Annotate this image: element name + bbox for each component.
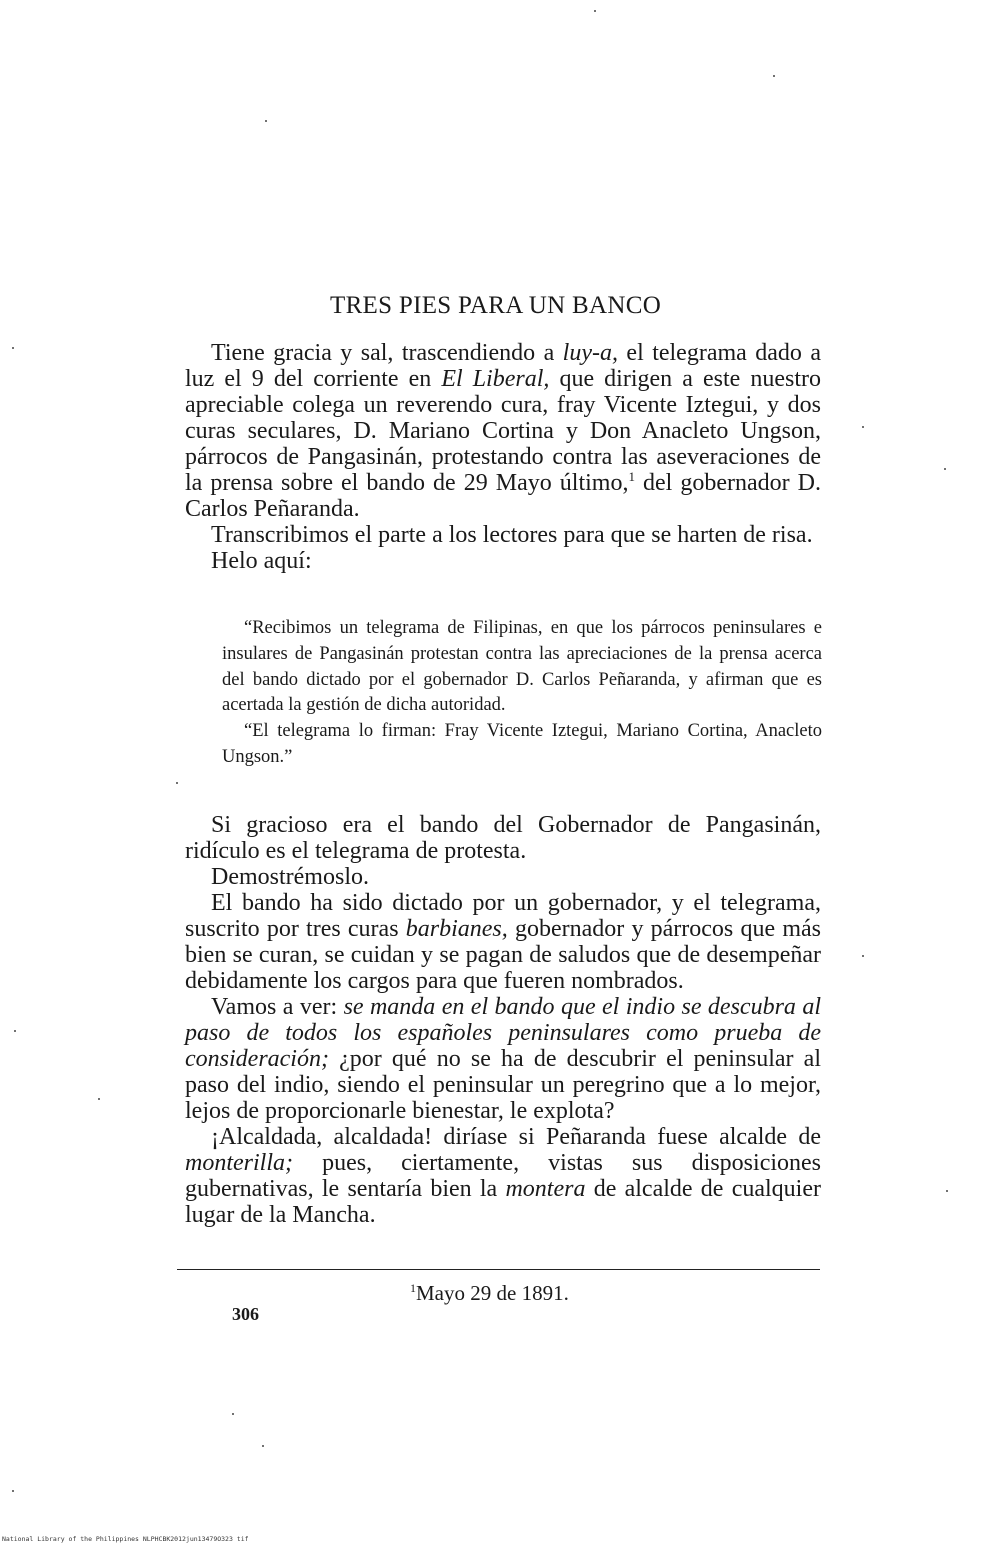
scan-speck	[14, 1030, 16, 1032]
footnote	[410, 1281, 569, 1306]
text-run: gobernador y párrocos que más bien se curan, se cuidan y se pagan de saludos que de desempeñar debidamente los cargos para que fueren nombrados.	[185, 916, 821, 994]
italic-run: se manda en el bando que el indio se descubra al paso de todos los españoles peninsulares como prueba de consideración;	[185, 994, 822, 1072]
text-run: pues, ciertamente, vistas sus disposiciones gubernativas, le sentaría bien la	[185, 1150, 821, 1202]
paragraph-6	[185, 890, 821, 994]
scan-speck	[944, 468, 946, 470]
scan-speck	[176, 782, 178, 784]
text-run: El bando ha sido dictado por un gobernador, y el telegrama, suscrito por tres curas	[185, 890, 821, 942]
scan-speck	[12, 1490, 14, 1492]
italic-run: luy-a,	[562, 340, 618, 366]
chapter-title: TRES PIES PARA UN BANCO	[330, 292, 662, 319]
text-run: Tiene gracia y sal, trascendiendo a	[211, 340, 563, 366]
italic-run: montera	[505, 1176, 586, 1202]
footnote-mark: 1	[410, 1281, 416, 1295]
quote-paragraph-1: “Recibimos un telegrama de Filipinas, en que los párrocos peninsulares e insulares de Pangasinán protestan contra las apreciaciones de la prensa acerca del bando dictado por el gobernador D. Carlos Peñaranda, y afirman que es acertada la gestión de dicha autoridad.	[222, 618, 822, 716]
footnote-reference: 1	[628, 469, 635, 484]
scan-speck	[12, 347, 14, 349]
paragraph-2: Transcribimos el parte a los lectores para que se harten de risa.	[211, 522, 813, 548]
quote-paragraph-2: “El telegrama lo firman: Fray Vicente Iztegui, Mariano Cortina, Anacleto Ungson.”	[222, 721, 822, 767]
scan-speck	[773, 75, 775, 77]
italic-run: barbianes,	[405, 916, 508, 942]
scan-speck	[594, 10, 596, 12]
argument-section	[185, 812, 821, 1228]
scan-speck	[862, 426, 864, 428]
scan-speck	[98, 1098, 100, 1100]
scan-speck	[262, 1445, 264, 1447]
telegram-quote	[222, 616, 822, 771]
text-run: ¿por qué no se ha de descubrir el peninsular al paso del indio, siendo el peninsular un peregrino que a lo mejor, lejos de proporcionarle bienestar, le explota?	[185, 1046, 821, 1124]
paragraph-4: Si gracioso era el bando del Gobernador de Pangasinán, ridículo es el telegrama de protesta.	[185, 812, 821, 864]
scan-speck	[232, 1413, 234, 1415]
paragraph-7	[185, 994, 821, 1124]
text-run: el telegrama dado a luz el 9 del corriente en	[185, 340, 821, 392]
paragraph-8	[185, 1124, 821, 1228]
scan-speck	[862, 955, 864, 957]
italic-run: monterilla;	[185, 1150, 293, 1176]
paragraph-3: Helo aquí:	[211, 548, 312, 574]
footnote-text: Mayo 29 de 1891.	[416, 1281, 569, 1305]
text-run: ¡Alcaldada, alcaldada! diríase si Peñaranda fuese alcalde de	[211, 1124, 821, 1150]
scan-credit: National Library of the Philippines NLPHCBK2012jun13479O323 tif	[2, 1535, 249, 1543]
opening-section	[185, 340, 821, 574]
paragraph-5: Demostrémoslo.	[211, 864, 369, 890]
text-run: Vamos a ver:	[211, 994, 344, 1020]
scan-speck	[946, 1190, 948, 1192]
page-number: 306	[232, 1304, 259, 1324]
paragraph-1	[185, 340, 821, 522]
scan-speck	[265, 120, 267, 122]
italic-run: El Liberal,	[441, 366, 550, 392]
text-run: que dirigen a este nuestro apreciable colega un reverendo cura, fray Vicente Iztegui, y dos curas seculares, D. Mariano Cortina y Don Anacleto Ungson, párrocos de Pangasinán, protestando contra las aseveraciones de la prensa sobre el bando de 29 Mayo último,	[185, 366, 821, 496]
footnote-divider	[177, 1269, 820, 1270]
text-run: del gobernador D. Carlos Peñaranda.	[185, 470, 821, 522]
text-run: de alcalde de cualquier lugar de la Mancha.	[185, 1176, 821, 1228]
